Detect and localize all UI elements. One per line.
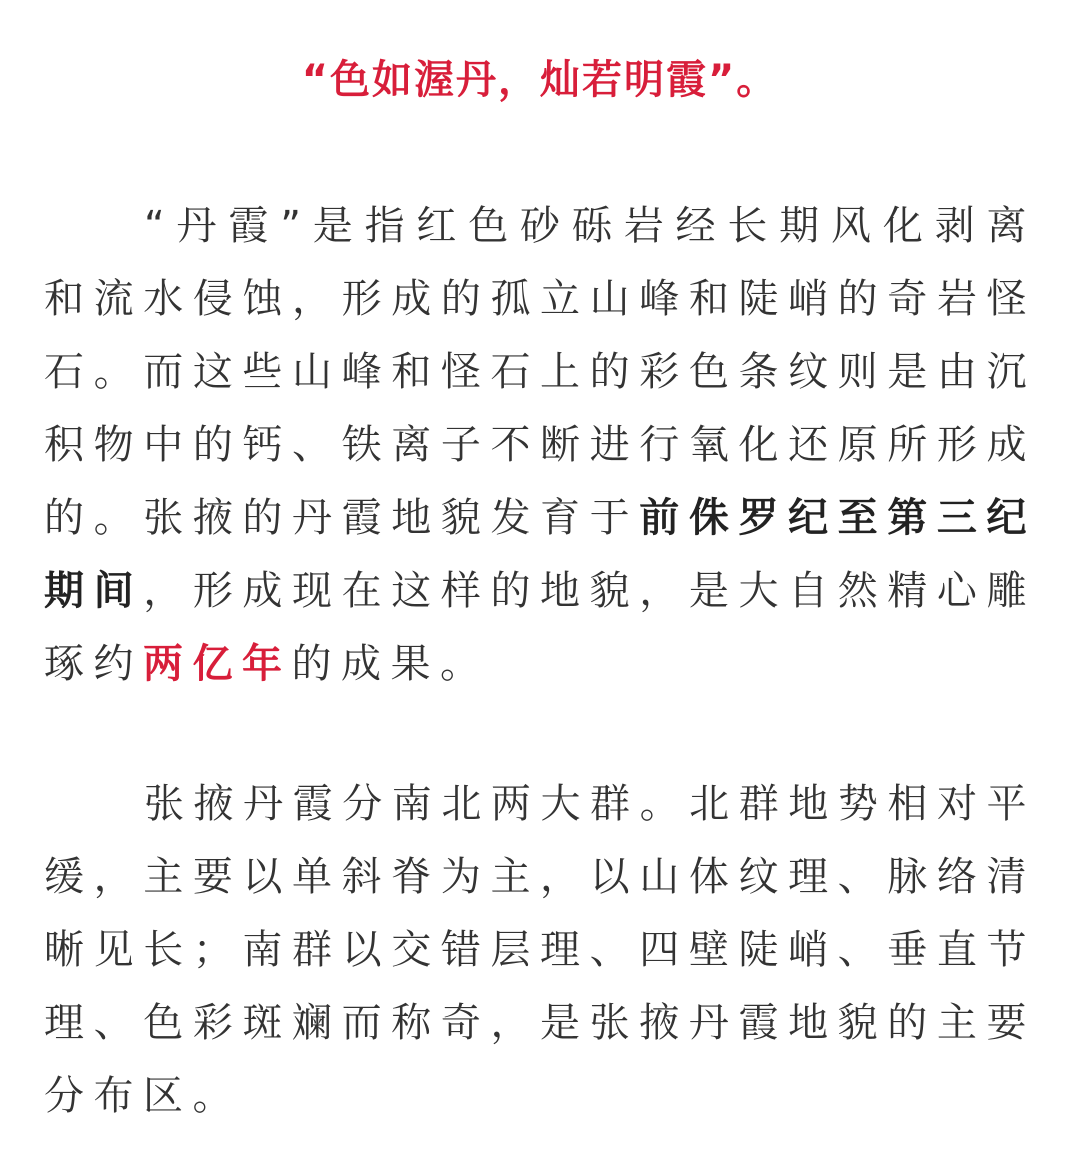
paragraph1-text-3: 的成果。 (291, 641, 490, 687)
highlight-two-hundred-million-years: 两亿年 (143, 641, 292, 687)
quote-title: “色如渥丹，灿若明霞”。 (301, 57, 779, 103)
paragraph-danxia-definition (44, 190, 1036, 701)
paragraph1-text-2: ，形成现在这样的地貌，是大自然精心雕琢约 (44, 568, 1037, 687)
highlight-geologic-period: 前侏罗纪至第三纪期间 (44, 495, 1037, 614)
paragraph-danxia-groups: 张掖丹霞分南北两大群。北群地势相对平缓，主要以单斜脊为主，以山体纹理、脉络清晰见长；南群以交错层理、四壁陡峭、垂直节理、色彩斑斓而称奇，是张掖丹霞地貌的主要分布区。 (44, 781, 1036, 1119)
paragraph1-text-1: “丹霞”是指红色砂砾岩经长期风化剥离和流水侵蚀，形成的孤立山峰和陡峭的奇岩怪石。而这些山峰和怪石上的彩色条纹则是由沉积物中的钙、铁离子不断进行氧化还原所形成的。张掖的丹霞地貌发育于 (44, 203, 1036, 541)
